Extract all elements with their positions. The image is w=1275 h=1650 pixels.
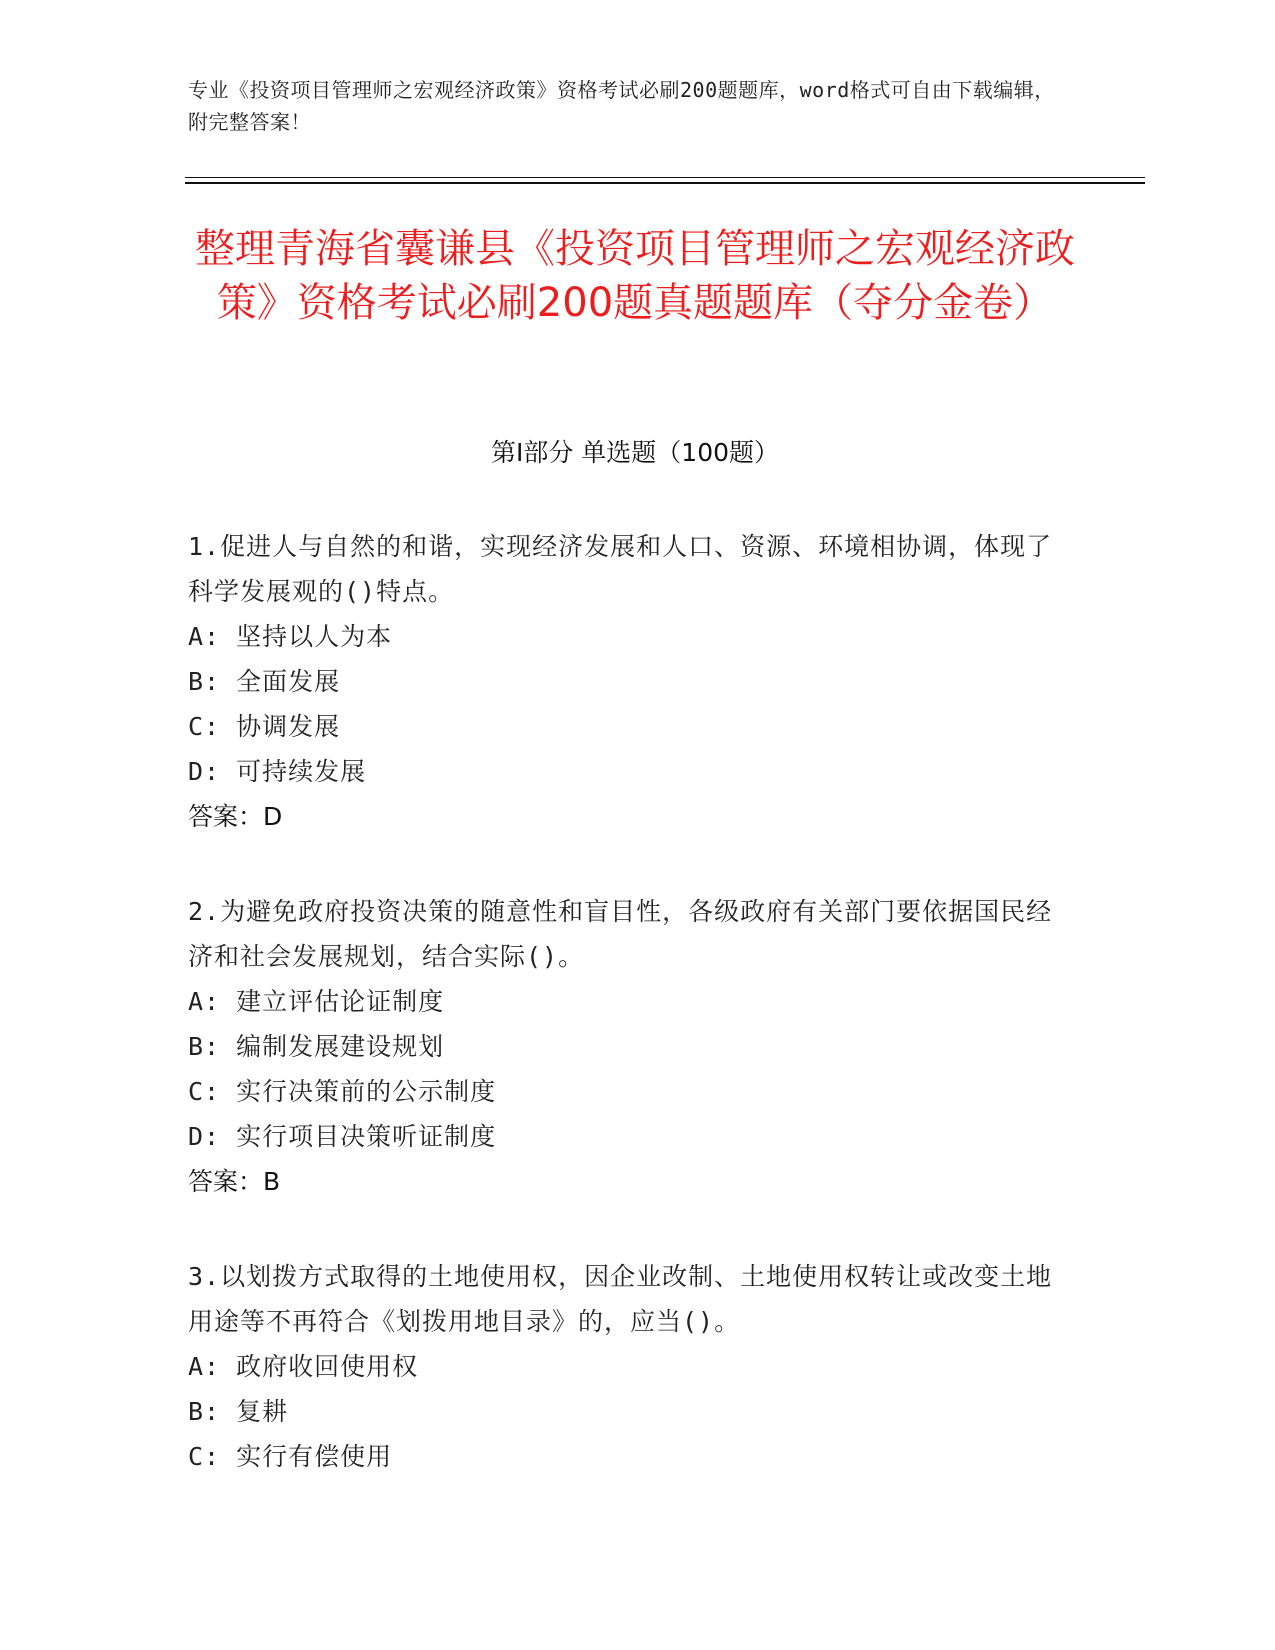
question-stem: 1.促进人与自然的和谐，实现经济发展和人口、资源、环境相协调，体现了科学发展观的()特点。 <box>188 532 1053 606</box>
option-c: C: 实行决策前的公示制度 <box>188 1077 497 1106</box>
question-list <box>188 524 1078 1529</box>
answer: 答案：D <box>188 802 283 831</box>
question-3 <box>188 1254 1078 1479</box>
option-a: A: 政府收回使用权 <box>188 1352 419 1381</box>
question-stem: 2.为避免政府投资决策的随意性和盲目性，各级政府有关部门要依据国民经济和社会发展规划，结合实际()。 <box>188 897 1053 971</box>
option-c: C: 实行有偿使用 <box>188 1442 393 1471</box>
question-stem: 3.以划拨方式取得的土地使用权，因企业改制、土地使用权转让或改变土地用途等不再符合《划拨用地目录》的，应当()。 <box>188 1262 1053 1336</box>
option-a: A: 坚持以人为本 <box>188 622 393 651</box>
answer: 答案：B <box>188 1167 281 1196</box>
question-1 <box>188 524 1078 839</box>
option-a: A: 建立评估论证制度 <box>188 987 445 1016</box>
header-note: 专业《投资项目管理师之宏观经济政策》资格考试必刷200题题库，word格式可自由下载编辑，附完整答案！ <box>188 78 1055 134</box>
section-title: 第I部分 单选题（100题） <box>490 438 780 467</box>
question-2 <box>188 889 1078 1204</box>
option-b: B: 复耕 <box>188 1397 289 1426</box>
document-title: 整理青海省囊谦县《投资项目管理师之宏观经济政策》资格考试必刷200题真题题库（夺分金卷） <box>195 226 1075 326</box>
option-b: B: 编制发展建设规划 <box>188 1032 445 1061</box>
option-b: B: 全面发展 <box>188 667 341 696</box>
option-c: C: 协调发展 <box>188 712 341 741</box>
header-divider-thick <box>185 182 1145 184</box>
option-d: D: 可持续发展 <box>188 757 367 786</box>
option-d: D: 实行项目决策听证制度 <box>188 1122 497 1151</box>
header-divider-thin <box>185 177 1145 178</box>
